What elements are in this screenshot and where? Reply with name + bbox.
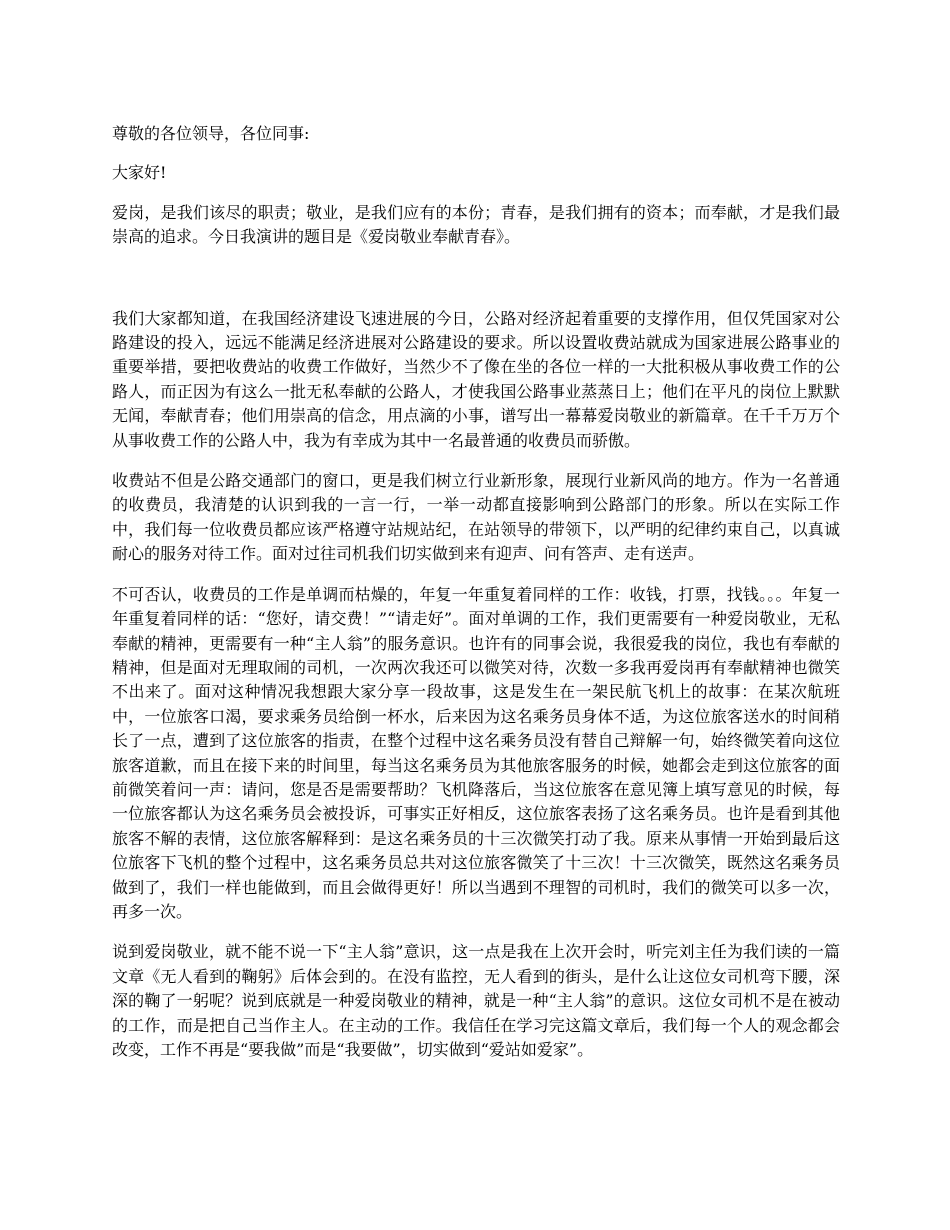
- intro-paragraph: 爱岗，是我们该尽的职责；敬业，是我们应有的本份；青春，是我们拥有的资本；而奉献，才是我们最崇高的追求。今日我演讲的题目是《爱岗敬业奉献青春》。: [112, 202, 840, 247]
- body-paragraph-4: 说到爱岗敬业，就不能不说一下“主人翁”意识，这一点是我在上次开会时，听完刘主任为我们读的一篇文章《无人看到的鞠躬》后体会到的。在没有监控，无人看到的街头，是什么让这位女司机弯下腰，深深的鞠了一躬呢？说到底就是一种爱岗敬业的精神，就是一种“主人翁”的意识。这位女司机不是在被动的工作，而是把自己当作主人。在主动的工作。我信任在学习完这篇文章后，我们每一个人的观念都会改变，工作不再是“要我做”而是“我要做”，切实做到“爱站如爱家”。: [112, 942, 840, 1059]
- body-paragraph-3: 不可否认，收费员的工作是单调而枯燥的，年复一年重复着同样的工作：收钱，打票，找钱。。。年复一年重复着同样的话：“您好，请交费！”“请走好”。面对单调的工作，我们更需要有一种爱岗敬业，无私奉献的精神，更需要有一种“主人翁”的服务意识。也许有的同事会说，我很爱我的岗位，我也有奉献的精神，但是面对无理取闹的司机，一次两次我还可以微笑对待，次数一多我再爱岗再有奉献精神也微笑不出来了。面对这种情况我想跟大家分享一段故事，这是发生在一架民航飞机上的故事：在某次航班中，一位旅客口渴，要求乘务员给倒一杯水，后来因为这名乘务员身体不适，为这位旅客送水的时间稍长了一点，遭到了这位旅客的指责，在整个过程中这名乘务员没有替自己辩解一句，始终微笑着向这位旅客道歉，而且在接下来的时间里，每当这名乘务员为其他旅客服务的时候，她都会走到这位旅客的面前微笑着问一声：请问，您是否是需要帮助？飞机降落后，当这位旅客在意见簿上填写意见的时候，每一位旅客都认为这名乘务员会被投诉，可事实正好相反，这位旅客表扬了这名乘务员。也许是看到其他旅客不解的表情，这位旅客解释到：是这名乘务员的十三次微笑打动了我。原来从事情一开始到最后这位旅客下飞机的整个过程中，这名乘务员总共对这位旅客微笑了十三次！十三次微笑，既然这名乘务员做到了，我们一样也能做到，而且会做得更好！所以当遇到不理智的司机时，我们的微笑可以多一次，再多一次。: [112, 584, 840, 921]
- body-paragraph-2: 收费站不但是公路交通部门的窗口，更是我们树立行业新形象，展现行业新风尚的地方。作为一名普通的收费员，我清楚的认识到我的一言一行，一举一动都直接影响到公路部门的形象。所以在实际工作中，我们每一位收费员都应该严格遵守站规站纪，在站领导的带领下，以严明的纪律约束自己，以真诚耐心的服务对待工作。面对过往司机我们切实做到来有迎声、问有答声、走有送声。: [112, 471, 840, 564]
- document-page: [112, 122, 840, 1078]
- greeting-paragraph: 尊敬的各位领导，各位同事:: [112, 124, 310, 143]
- salutation-paragraph: 大家好!: [112, 163, 167, 183]
- body-paragraph-1: 我们大家都知道，在我国经济建设飞速进展的今日，公路对经济起着重要的支撑作用，但仅凭国家对公路建设的投入，远远不能满足经济进展对公路建设的要求。所以设置收费站就成为国家进展公路事业的重要举措，要把收费站的收费工作做好，当然少不了像在坐的各位一样的一大批积极从事收费工作的公路人，而正因为有这么一批无私奉献的公路人，才使我国公路事业蒸蒸日上；他们在平凡的岗位上默默无闻，奉献青春；他们用崇高的信念，用点滴的小事，谱写出一幕幕爱岗敬业的新篇章。在千千万万个从事收费工作的公路人中，我为有幸成为其中一名最普通的收费员而骄傲。: [112, 308, 840, 450]
